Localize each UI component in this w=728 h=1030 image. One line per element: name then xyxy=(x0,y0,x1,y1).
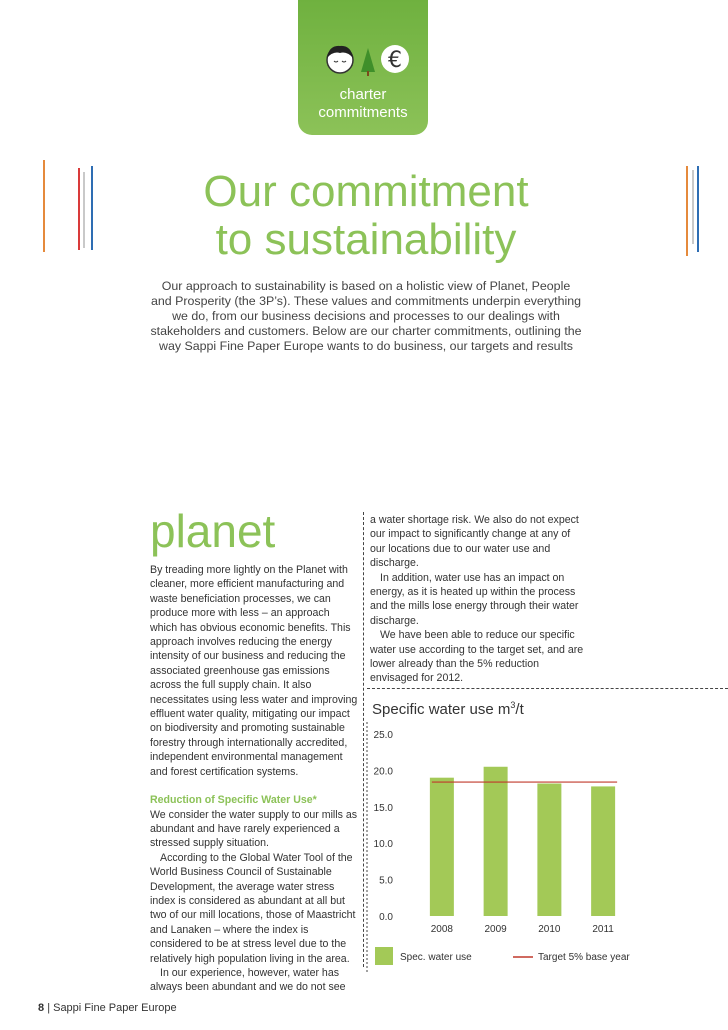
planet-paragraph-4: In our experience, however, water has always been abundant and we do not see xyxy=(150,966,346,994)
y-tick-label: 25.0 xyxy=(373,730,393,741)
chart-divider xyxy=(367,688,728,689)
face-icon xyxy=(327,46,353,73)
water-use-chart xyxy=(365,722,665,972)
right-paragraph-2: In addition, water use has an impact on energy, as it is heated up within the process and the mills lose energy through their water discharge. xyxy=(370,571,579,627)
section-heading-planet: planet xyxy=(150,505,276,557)
planet-paragraph-1: By treading more lightly on the Planet with cleaner, more efficient manufacturing and waste beneficiation processes, we can produce more with less – an approach which has obvious economic benefits. This approach involves reducing the energy intensity of our business and reducing the associated greenhouse gas emissions across the full supply chain. It also necessitates using less water and improving effluent water quality, mitigating our impact on biodiversity and promoting sustainable forestry through internationally accredited, independent environmental management and forest certification systems. xyxy=(150,564,358,778)
y-tick-label: 5.0 xyxy=(379,875,393,887)
planet-paragraph-3: According to the Global Water Tool of the World Business Council of Sustainable Development, the average water stress index is considered as abundant at all but two of our mill locations, those of Maastricht and Lanaken – where the index is considered to be at stress level due to the relatively high population living in the area. xyxy=(150,851,356,965)
bar-2010 xyxy=(537,784,561,916)
title-line-2: to sustainability xyxy=(215,215,517,264)
x-tick-label: 2008 xyxy=(430,924,453,935)
planet-paragraph-2: We consider the water supply to our mills as abundant and have rarely experienced a stressed supply situation. xyxy=(150,808,358,850)
right-column xyxy=(370,513,585,686)
legend-label-target: Target 5% base year xyxy=(538,952,630,963)
footer-text: | Sappi Fine Paper Europe xyxy=(47,1002,177,1014)
y-tick-label: 10.0 xyxy=(373,839,393,851)
right-paragraph-1: a water shortage risk. We also do not expect our impact to significantly change at any of our locations due to our water use and discharge. xyxy=(370,514,579,570)
tab-label-charter: charter xyxy=(339,86,387,103)
x-tick-label: 2010 xyxy=(538,924,561,935)
tab-label-commitments: commitments xyxy=(318,104,408,121)
tab-icons xyxy=(320,40,412,78)
charter-commitments-tab xyxy=(298,0,428,135)
chart-title-text: Specific water use m xyxy=(372,701,511,718)
bar-2011 xyxy=(591,786,615,916)
left-column xyxy=(150,563,358,995)
legend-swatch-spec-water-use xyxy=(375,947,393,965)
y-tick-label: 20.0 xyxy=(373,766,393,778)
y-tick-label: 0.0 xyxy=(379,912,393,923)
page-number: 8 xyxy=(38,1002,45,1014)
bar-2008 xyxy=(430,778,454,916)
right-paragraph-3: We have been able to reduce our specific water use according to the target set, and are lower already than the 5% reduction envisaged for 2012. xyxy=(370,629,584,685)
page-title xyxy=(150,168,582,264)
chart-title-superscript: 3 xyxy=(510,700,516,710)
page-footer xyxy=(38,1002,177,1014)
legend-label-spec-water-use: Spec. water use xyxy=(400,952,472,963)
euro-icon xyxy=(381,45,409,73)
y-tick-label: 15.0 xyxy=(373,802,393,814)
tree-icon xyxy=(361,48,375,76)
svg-text:€: € xyxy=(388,48,402,73)
chart-title-suffix: /t xyxy=(515,701,524,718)
water-use-subheading: Reduction of Specific Water Use* xyxy=(150,794,317,807)
column-divider xyxy=(363,512,364,967)
title-line-1: Our commitment xyxy=(203,167,529,216)
intro-paragraph: Our approach to sustainability is based on a holistic view of Planet, People and Prosperity (the 3P’s). These values and commitments underpin everything we do, from our business decisions and processes to our dealings with stakeholders and customers. Below are our charter commitments, outlining the way Sappi Fine Paper Europe wants to do business, our targets and results xyxy=(150,279,582,353)
chart-title xyxy=(372,700,524,718)
x-tick-label: 2009 xyxy=(484,924,507,935)
x-tick-label: 2011 xyxy=(592,924,614,935)
bar-2009 xyxy=(484,767,508,916)
